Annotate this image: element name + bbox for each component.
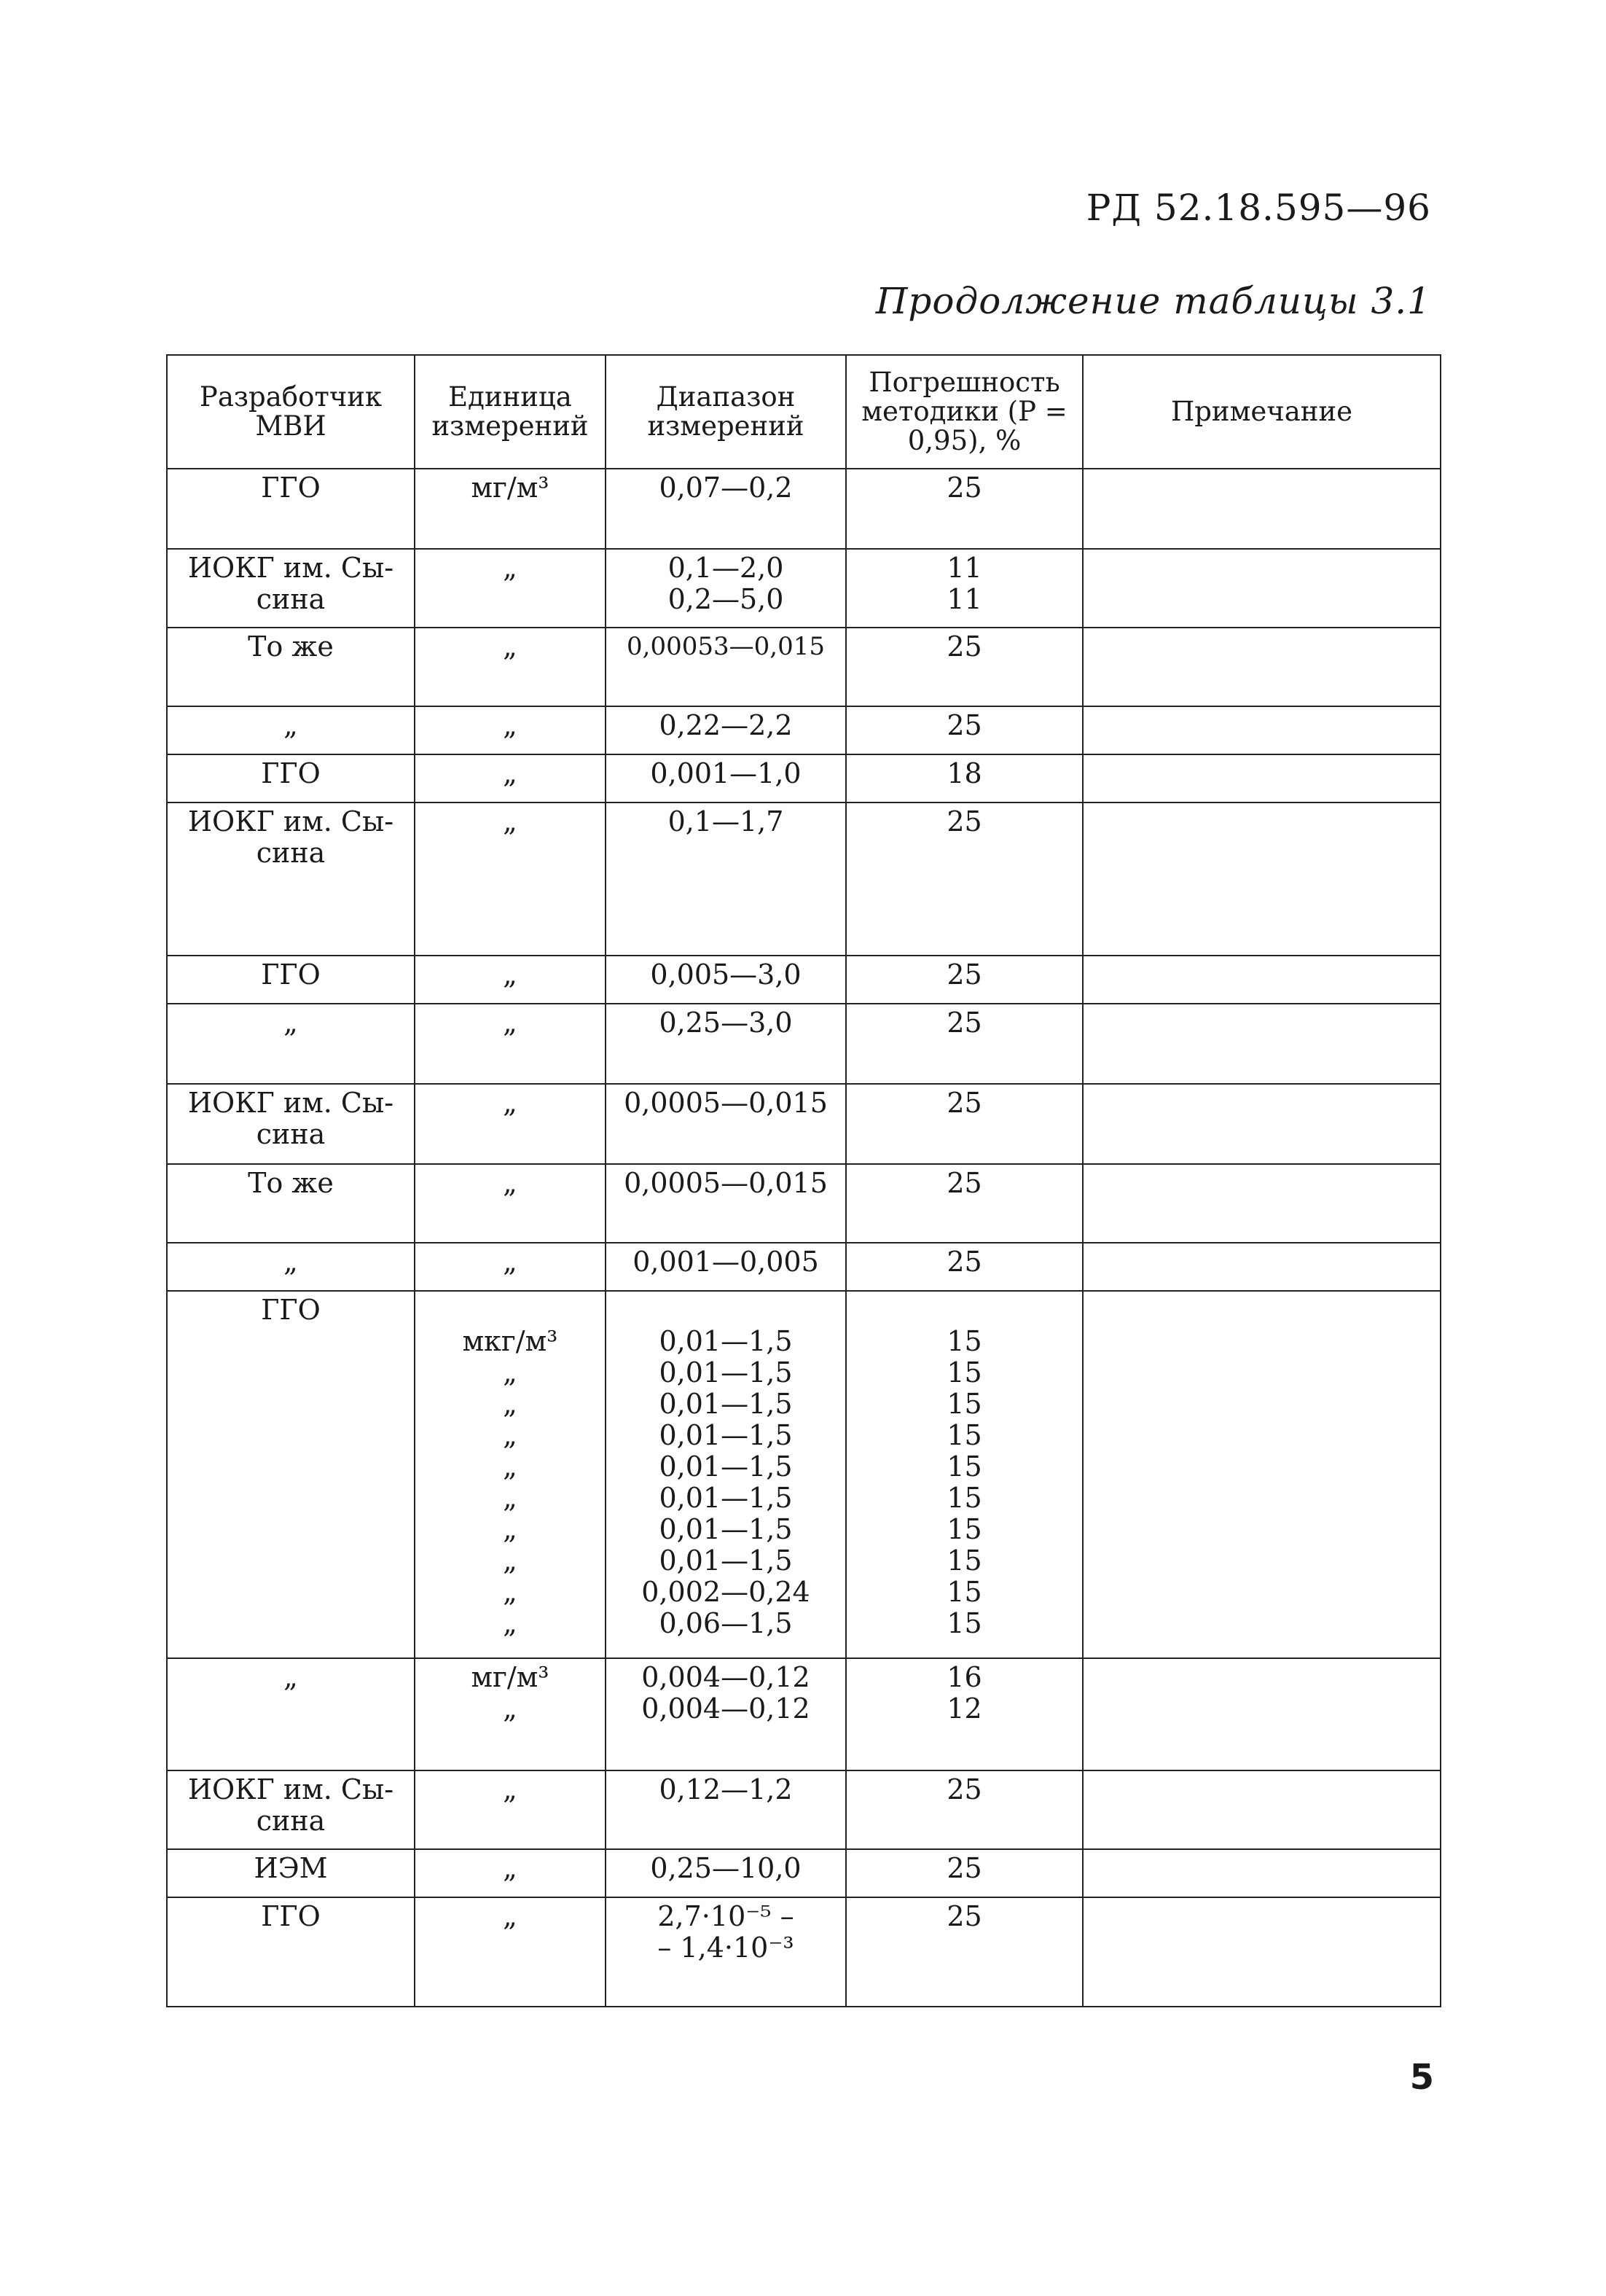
error-line: 12 bbox=[947, 1692, 982, 1725]
range-line: 0,1—1,7 bbox=[667, 805, 784, 837]
range-cell bbox=[606, 1658, 846, 1770]
table-row bbox=[167, 1164, 1441, 1243]
error-line bbox=[851, 1295, 1078, 1326]
error-cell bbox=[846, 803, 1083, 956]
unit-line: „ bbox=[503, 630, 517, 663]
unit-line: „ bbox=[503, 1773, 517, 1805]
unit-cell bbox=[415, 1084, 606, 1164]
error-line: 25 bbox=[947, 1900, 982, 1932]
table-row bbox=[167, 1849, 1441, 1897]
range-line: 0,002—0,24 bbox=[641, 1576, 810, 1608]
developer-line: То же bbox=[248, 630, 334, 663]
note-cell bbox=[1083, 469, 1441, 549]
range-line: 0,005—3,0 bbox=[650, 958, 802, 991]
range-line: 0,25—10,0 bbox=[650, 1852, 802, 1884]
unit-line bbox=[420, 1295, 600, 1326]
table-row bbox=[167, 956, 1441, 1004]
error-cell bbox=[846, 1658, 1083, 1770]
range-cell bbox=[606, 1897, 846, 2007]
developer-line: ГГО bbox=[261, 1900, 321, 1932]
developer-cell bbox=[167, 1770, 415, 1849]
error-line: 25 bbox=[947, 1852, 982, 1884]
developer-line: ГГО bbox=[261, 472, 321, 504]
error-line: 15 bbox=[947, 1576, 982, 1608]
table-row bbox=[167, 549, 1441, 628]
unit-cell bbox=[415, 706, 606, 754]
developer-line: сина bbox=[256, 1805, 326, 1837]
unit-cell bbox=[415, 1770, 606, 1849]
range-line: 0,01—1,5 bbox=[659, 1545, 793, 1577]
unit-line: „ bbox=[503, 1007, 517, 1039]
error-line: 25 bbox=[947, 1167, 982, 1199]
note-cell bbox=[1083, 706, 1441, 754]
unit-line: „ bbox=[503, 1246, 517, 1278]
table-body bbox=[167, 469, 1441, 2007]
range-line: 2,7·10⁻⁵ – bbox=[657, 1900, 794, 1932]
unit-cell bbox=[415, 1849, 606, 1897]
range-cell bbox=[606, 956, 846, 1004]
error-cell bbox=[846, 549, 1083, 628]
page-number: 5 bbox=[1409, 2057, 1434, 2098]
note-cell bbox=[1083, 1658, 1441, 1770]
document-id: РД 52.18.595—96 bbox=[1086, 187, 1431, 229]
error-cell bbox=[846, 1291, 1083, 1658]
unit-cell bbox=[415, 1164, 606, 1243]
range-cell bbox=[606, 1291, 846, 1658]
unit-line: „ bbox=[503, 552, 517, 584]
developer-cell bbox=[167, 1291, 415, 1658]
unit-line: „ bbox=[503, 1576, 517, 1608]
error-cell bbox=[846, 628, 1083, 706]
unit-cell bbox=[415, 1897, 606, 2007]
note-cell bbox=[1083, 1770, 1441, 1849]
error-cell bbox=[846, 1770, 1083, 1849]
developer-line: ИЭМ bbox=[254, 1852, 328, 1884]
range-cell bbox=[606, 469, 846, 549]
error-cell bbox=[846, 469, 1083, 549]
unit-line: „ bbox=[503, 1852, 517, 1884]
developer-cell bbox=[167, 1897, 415, 2007]
error-cell bbox=[846, 1084, 1083, 1164]
error-cell bbox=[846, 706, 1083, 754]
range-line: 0,1—2,0 bbox=[667, 552, 784, 584]
error-cell bbox=[846, 754, 1083, 803]
range-line: – 1,4·10⁻³ bbox=[657, 1932, 794, 1964]
range-line: 0,0005—0,015 bbox=[624, 1167, 828, 1199]
error-line: 25 bbox=[947, 472, 982, 504]
table-row bbox=[167, 1770, 1441, 1849]
range-line: 0,001—0,005 bbox=[632, 1246, 819, 1278]
range-cell bbox=[606, 1004, 846, 1084]
range-line: 0,01—1,5 bbox=[659, 1513, 793, 1545]
unit-cell bbox=[415, 628, 606, 706]
note-cell bbox=[1083, 628, 1441, 706]
range-cell bbox=[606, 1164, 846, 1243]
unit-cell bbox=[415, 549, 606, 628]
header-note: Примечание bbox=[1083, 355, 1441, 469]
note-cell bbox=[1083, 1243, 1441, 1291]
table-row bbox=[167, 1243, 1441, 1291]
developer-line: ИОКГ им. Сы- bbox=[187, 805, 394, 837]
developer-line: ИОКГ им. Сы- bbox=[187, 1087, 394, 1119]
error-line: 15 bbox=[947, 1513, 982, 1545]
note-cell bbox=[1083, 803, 1441, 956]
error-line: 15 bbox=[947, 1388, 982, 1420]
unit-line: „ bbox=[503, 1513, 517, 1545]
table-caption: Продолжение таблицы 3.1 bbox=[875, 280, 1431, 322]
range-line: 0,01—1,5 bbox=[659, 1450, 793, 1483]
header-unit: Единица измерений bbox=[415, 355, 606, 469]
table-row bbox=[167, 469, 1441, 549]
unit-cell bbox=[415, 1291, 606, 1658]
developer-cell bbox=[167, 1004, 415, 1084]
developer-cell bbox=[167, 956, 415, 1004]
unit-cell bbox=[415, 1004, 606, 1084]
developer-cell bbox=[167, 706, 415, 754]
error-line: 25 bbox=[947, 958, 982, 991]
range-line: 0,07—0,2 bbox=[659, 472, 793, 504]
range-line: 0,004—0,12 bbox=[641, 1661, 810, 1693]
unit-line: „ bbox=[503, 709, 517, 741]
error-line: 25 bbox=[947, 1246, 982, 1278]
range-line: 0,001—1,0 bbox=[650, 757, 802, 789]
error-line: 15 bbox=[947, 1356, 982, 1389]
error-cell bbox=[846, 1164, 1083, 1243]
unit-line: „ bbox=[503, 1692, 517, 1725]
error-line: 16 bbox=[947, 1661, 982, 1693]
unit-line: „ bbox=[503, 1450, 517, 1483]
unit-line: „ bbox=[503, 1607, 517, 1639]
unit-line: „ bbox=[503, 1482, 517, 1514]
developer-cell bbox=[167, 754, 415, 803]
range-cell bbox=[606, 549, 846, 628]
developer-line: сина bbox=[256, 1118, 326, 1150]
unit-line: „ bbox=[503, 1388, 517, 1420]
note-cell bbox=[1083, 1897, 1441, 2007]
table-row bbox=[167, 628, 1441, 706]
developer-cell bbox=[167, 469, 415, 549]
unit-line: „ bbox=[503, 1087, 517, 1119]
note-cell bbox=[1083, 1164, 1441, 1243]
range-cell bbox=[606, 1084, 846, 1164]
table-header-row bbox=[167, 355, 1441, 469]
error-line: 11 bbox=[947, 583, 982, 615]
developer-line: ГГО bbox=[261, 958, 321, 991]
unit-cell bbox=[415, 1658, 606, 1770]
unit-line: „ bbox=[503, 1900, 517, 1932]
developer-line: ГГО bbox=[261, 757, 321, 789]
range-line: 0,01—1,5 bbox=[659, 1419, 793, 1451]
unit-cell bbox=[415, 1243, 606, 1291]
range-line: 0,06—1,5 bbox=[659, 1607, 793, 1639]
unit-line: мг/м³ bbox=[471, 1661, 549, 1693]
developer-cell bbox=[167, 1658, 415, 1770]
developer-line: То же bbox=[248, 1167, 334, 1199]
developer-line: ИОКГ им. Сы- bbox=[187, 1773, 394, 1805]
range-line: 0,01—1,5 bbox=[659, 1388, 793, 1420]
note-cell bbox=[1083, 754, 1441, 803]
developer-cell bbox=[167, 1164, 415, 1243]
unit-line: „ bbox=[503, 1356, 517, 1389]
developer-line: „ bbox=[283, 1246, 298, 1278]
error-line: 25 bbox=[947, 630, 982, 663]
table-row bbox=[167, 803, 1441, 956]
unit-line: „ bbox=[503, 1545, 517, 1577]
unit-line: „ bbox=[503, 1167, 517, 1199]
developer-line: „ bbox=[283, 1661, 298, 1693]
error-cell bbox=[846, 1849, 1083, 1897]
error-line: 18 bbox=[947, 757, 982, 789]
unit-line: „ bbox=[503, 757, 517, 789]
table-row bbox=[167, 1084, 1441, 1164]
unit-cell bbox=[415, 469, 606, 549]
error-line: 25 bbox=[947, 805, 982, 837]
range-line: 0,00053—0,015 bbox=[627, 632, 825, 661]
note-cell bbox=[1083, 1849, 1441, 1897]
header-error: Погрешность методики (P = 0,95), % bbox=[846, 355, 1083, 469]
error-line: 25 bbox=[947, 1007, 982, 1039]
error-line: 15 bbox=[947, 1482, 982, 1514]
unit-cell bbox=[415, 956, 606, 1004]
range-line bbox=[611, 1295, 841, 1326]
error-line: 25 bbox=[947, 709, 982, 741]
range-line: 0,2—5,0 bbox=[667, 583, 784, 615]
error-cell bbox=[846, 956, 1083, 1004]
error-cell bbox=[846, 1004, 1083, 1084]
range-line: 0,004—0,12 bbox=[641, 1692, 810, 1725]
table-row bbox=[167, 754, 1441, 803]
error-cell bbox=[846, 1243, 1083, 1291]
range-line: 0,01—1,5 bbox=[659, 1482, 793, 1514]
range-line: 0,01—1,5 bbox=[659, 1325, 793, 1357]
data-table bbox=[166, 354, 1441, 2007]
range-cell bbox=[606, 706, 846, 754]
developer-line: сина bbox=[256, 837, 326, 869]
note-cell bbox=[1083, 1084, 1441, 1164]
header-range: Диапазон измерений bbox=[606, 355, 846, 469]
developer-cell bbox=[167, 1084, 415, 1164]
table-row bbox=[167, 1897, 1441, 2007]
error-line: 25 bbox=[947, 1087, 982, 1119]
developer-line: ГГО bbox=[261, 1294, 321, 1326]
unit-cell bbox=[415, 754, 606, 803]
error-line: 15 bbox=[947, 1607, 982, 1639]
range-cell bbox=[606, 1770, 846, 1849]
range-line: 0,25—3,0 bbox=[659, 1007, 793, 1039]
range-line: 0,22—2,2 bbox=[659, 709, 793, 741]
unit-line: мг/м³ bbox=[471, 472, 549, 504]
table-row bbox=[167, 706, 1441, 754]
developer-cell bbox=[167, 803, 415, 956]
error-line: 11 bbox=[947, 552, 982, 584]
range-cell bbox=[606, 754, 846, 803]
table-row bbox=[167, 1004, 1441, 1084]
developer-line: „ bbox=[283, 1007, 298, 1039]
error-line: 15 bbox=[947, 1325, 982, 1357]
note-cell bbox=[1083, 549, 1441, 628]
header-developer: Разработчик МВИ bbox=[167, 355, 415, 469]
unit-line: мкг/м³ bbox=[462, 1325, 558, 1357]
error-cell bbox=[846, 1897, 1083, 2007]
table-row bbox=[167, 1291, 1441, 1658]
note-cell bbox=[1083, 956, 1441, 1004]
unit-line: „ bbox=[503, 805, 517, 837]
developer-line: „ bbox=[283, 709, 298, 741]
unit-cell bbox=[415, 803, 606, 956]
note-cell bbox=[1083, 1004, 1441, 1084]
note-cell bbox=[1083, 1291, 1441, 1658]
developer-cell bbox=[167, 1849, 415, 1897]
range-cell bbox=[606, 628, 846, 706]
developer-cell bbox=[167, 549, 415, 628]
developer-line: сина bbox=[256, 583, 326, 615]
range-cell bbox=[606, 1243, 846, 1291]
error-line: 25 bbox=[947, 1773, 982, 1805]
range-line: 0,01—1,5 bbox=[659, 1356, 793, 1389]
range-cell bbox=[606, 803, 846, 956]
range-line: 0,0005—0,015 bbox=[624, 1087, 828, 1119]
unit-line: „ bbox=[503, 1419, 517, 1451]
developer-line: ИОКГ им. Сы- bbox=[187, 552, 394, 584]
unit-line: „ bbox=[503, 958, 517, 991]
range-cell bbox=[606, 1849, 846, 1897]
developer-cell bbox=[167, 628, 415, 706]
developer-cell bbox=[167, 1243, 415, 1291]
range-line: 0,12—1,2 bbox=[659, 1773, 793, 1805]
error-line: 15 bbox=[947, 1545, 982, 1577]
error-line: 15 bbox=[947, 1450, 982, 1483]
error-line: 15 bbox=[947, 1419, 982, 1451]
table-row bbox=[167, 1658, 1441, 1770]
